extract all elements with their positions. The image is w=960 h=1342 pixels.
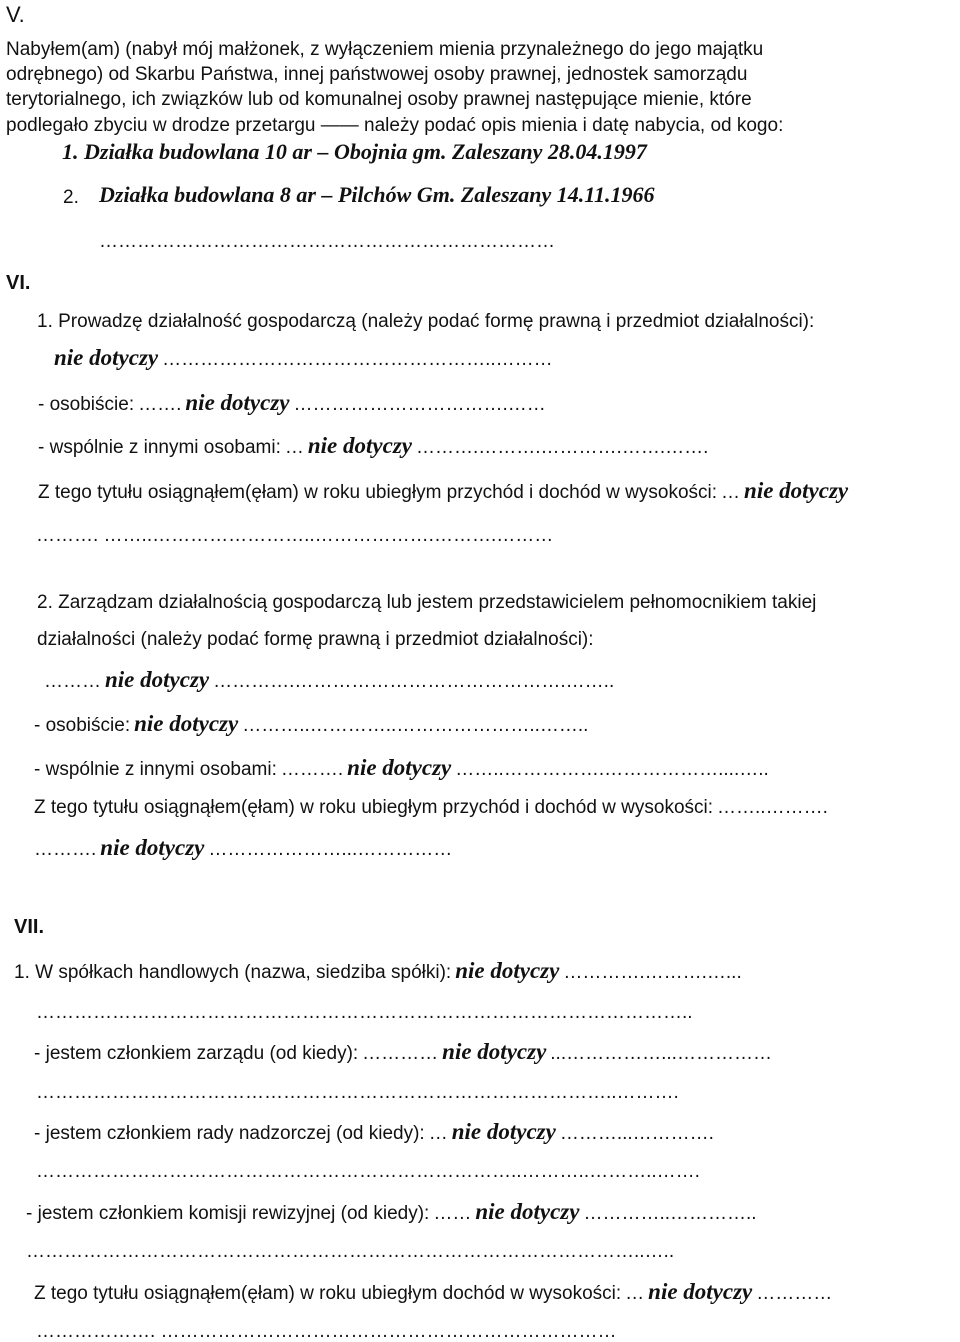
vi-p1-label: 1. Prowadzę działalność gospodarczą (należy podać formę prawną i przedmiot działalności): — [37, 311, 815, 332]
vii-spolki-dots-2: ………………………………………………………………………………………….. — [36, 1002, 693, 1023]
vii-zarzad-dots-2: ………………………………………………………………………………..………. — [36, 1082, 679, 1103]
section-v-para-line-4: podlegało zbyciu w drodze przetargu —— należy podać opis mienia i datę nabycia, od kogo: — [6, 115, 784, 136]
section-v-item-1: 1. Działka budowlana 10 ar – Obojnia gm. Zaleszany 28.04.1997 — [62, 139, 647, 164]
vi-p2-dochod-tail: …………………...…………… — [208, 839, 453, 860]
vi-p2-dochod-pre: ………. — [34, 839, 97, 860]
vii-rada-dots: ………...…………. — [559, 1123, 714, 1144]
vii-spolki-dots: ………….……….…... — [563, 962, 742, 983]
vi-p1-dochod-dots: ………. ……..……………………..……………….……….……… — [36, 525, 554, 546]
vii-komisja-dots: …………..………….. — [583, 1203, 757, 1224]
vi-p1-osobiscie-pre: ……. — [138, 394, 182, 415]
vi-p2-osobiscie-value: nie dotyczy — [134, 711, 239, 736]
vi-p2-wspolnie-dots: ……..…………….………………....….. — [455, 759, 769, 780]
vii-dochod-value: nie dotyczy — [648, 1279, 753, 1304]
vii-zarzad-dots: ...……………...…………… — [550, 1043, 772, 1064]
vii-komisja-dots-2: ……………………………………………………………………………………..….. — [26, 1241, 675, 1262]
vii-dochod-dots-2: ………………. ……………………………………………………………… — [36, 1321, 617, 1342]
vii-rada-label: - jestem członkiem rady nadzorczej (od kiedy): — [34, 1123, 425, 1144]
vi-p1-wspolnie-pre: … — [284, 437, 304, 458]
vii-zarzad-value: nie dotyczy — [442, 1039, 547, 1064]
vi-p1-osobiscie-value: nie dotyczy — [185, 390, 290, 415]
section-v-item-2-number: 2. — [63, 187, 79, 208]
vii-komisja-pre: …… — [433, 1203, 472, 1224]
vi-p1-dochod-pre: … — [721, 482, 741, 503]
vi-p1-wspolnie-dots: ……….……….………….…….……. — [415, 437, 709, 458]
vii-rada-pre: … — [428, 1123, 448, 1144]
vi-p1-osobiscie-label: - osobiście: — [38, 394, 135, 415]
section-vii-heading: VII. — [14, 916, 45, 938]
vii-dochod-pre: … — [625, 1283, 645, 1304]
vi-p2-osobiscie-dots: ………..…………..…………………..…….. — [242, 715, 589, 736]
vi-p2-value: nie dotyczy — [105, 667, 210, 692]
section-v-para-line-3: terytorialnego, ich związków lub od komunalnej osoby prawnej następujące mienie, które — [6, 89, 752, 110]
vi-p2-pre: ……… — [44, 671, 101, 692]
vi-p1-dots: ……………………………………………..……… — [162, 349, 553, 370]
vii-zarzad-pre: ………… — [362, 1043, 439, 1064]
vi-p2-label-1: 2. Zarządzam działalnością gospodarczą lub jestem przedstawicielem pełnomocnikiem takiej — [37, 592, 817, 613]
vi-p2-dochod-label: Z tego tytułu osiągnąłem(ęłam) w roku ubiegłym przychód i dochód w wysokości: — [34, 797, 714, 818]
vi-p2-wspolnie-pre: ………. — [280, 759, 344, 780]
vii-rada-value: nie dotyczy — [451, 1119, 556, 1144]
vii-spolki-label: 1. W spółkach handlowych (nazwa, siedziba spółki): — [14, 962, 452, 983]
section-v-para-line-2: odrębnego) od Skarbu Państwa, innej państwowej osoby prawnej, jednostek samorządu — [6, 64, 748, 85]
section-v-dots: ……………………………………………………………… — [99, 231, 555, 252]
vi-p1-dochod-label: Z tego tytułu osiągnąłem(ęłam) w roku ubiegłym przychód i dochód w wysokości: — [38, 482, 718, 503]
vii-komisja-value: nie dotyczy — [475, 1199, 580, 1224]
vi-p2-dots: ………….…………………………………….…….. — [213, 671, 615, 692]
section-v-heading: V. — [6, 2, 25, 27]
vi-p1-wspolnie-value: nie dotyczy — [307, 433, 412, 458]
vii-rada-dots-2: …………………………………………………………………..………..………..……. — [36, 1161, 700, 1182]
section-v-para-line-1: Nabyłem(am) (nabył mój małżonek, z wyłączeniem mienia przynależnego do jego majątku — [6, 39, 764, 60]
vii-dochod-dots: ………… — [756, 1283, 833, 1304]
vii-dochod-label: Z tego tytułu osiągnąłem(ęłam) w roku ubiegłym dochód w wysokości: — [34, 1283, 622, 1304]
vi-p2-wspolnie-label: - wspólnie z innymi osobami: — [34, 759, 277, 780]
vi-p2-dochod-dots: ……..………. — [717, 797, 828, 818]
vi-p1-osobiscie-dots: …………………………….…… — [293, 394, 546, 415]
vi-p2-wspolnie-value: nie dotyczy — [347, 755, 452, 780]
vi-p1-dochod-value: nie dotyczy — [744, 478, 849, 503]
vi-p2-dochod-value: nie dotyczy — [100, 835, 205, 860]
vi-p2-osobiscie-label: - osobiście: — [34, 715, 131, 736]
section-v-item-2: Działka budowlana 8 ar – Pilchów Gm. Zaleszany 14.11.1966 — [99, 182, 655, 207]
vii-zarzad-label: - jestem członkiem zarządu (od kiedy): — [34, 1043, 359, 1064]
vi-p1-value: nie dotyczy — [54, 345, 159, 370]
section-vi-heading: VI. — [6, 272, 31, 294]
vii-komisja-label: - jestem członkiem komisji rewizyjnej (od kiedy): — [26, 1203, 430, 1224]
vii-spolki-value: nie dotyczy — [455, 958, 560, 983]
vi-p1-wspolnie-label: - wspólnie z innymi osobami: — [38, 437, 281, 458]
vi-p2-label-2: działalności (należy podać formę prawną i przedmiot działalności): — [37, 629, 594, 650]
